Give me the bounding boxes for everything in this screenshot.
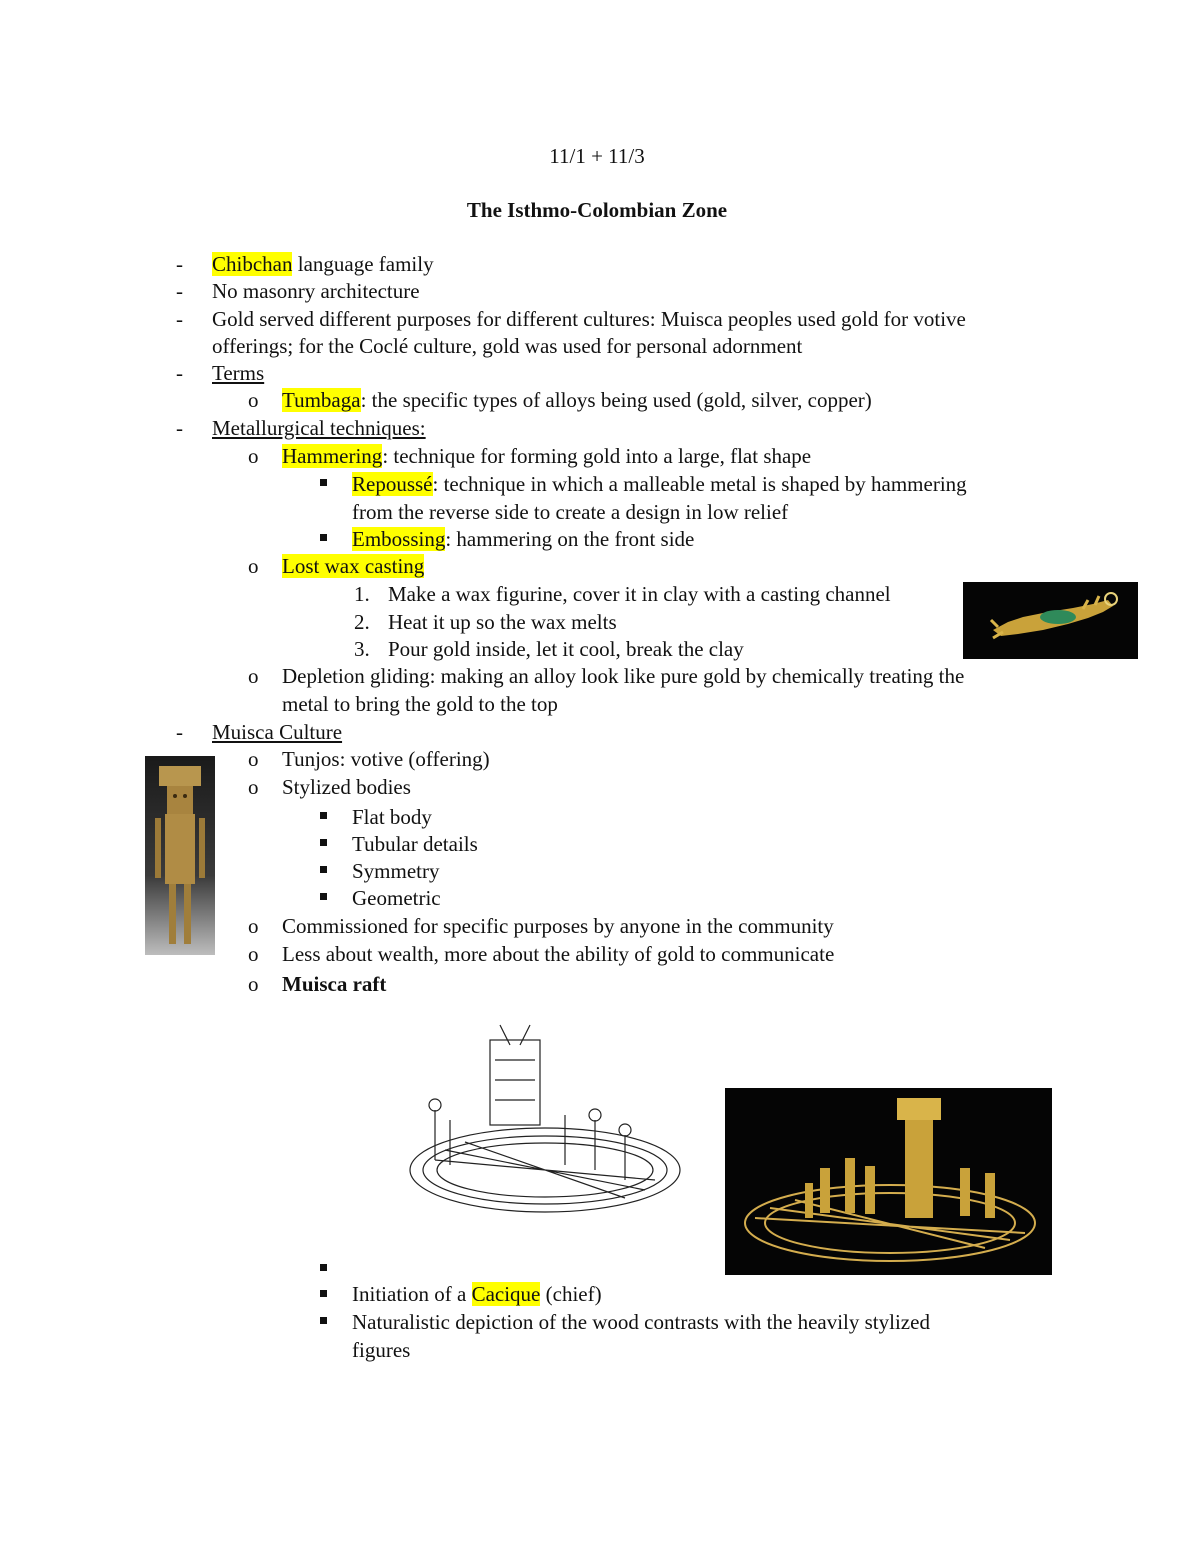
step-text: Heat it up so the wax melts [388, 610, 617, 634]
bullet-naturalistic-line2: figures [352, 1338, 411, 1362]
circle-marker: o [248, 775, 259, 799]
bullet-masonry: No masonry architecture [212, 279, 420, 303]
bullet-stylized: Stylized bodies [282, 775, 411, 799]
bullet-depletion-line2: metal to bring the gold to the top [282, 692, 558, 716]
square-bullet [320, 812, 327, 819]
dash-marker: - [176, 416, 183, 440]
bullet-hammering [282, 443, 811, 470]
square-bullet [320, 893, 327, 900]
step-number: 3. [354, 637, 370, 661]
date-heading: 11/1 + 11/3 [549, 144, 645, 168]
term-cacique: Cacique [471, 1282, 541, 1306]
heading-metallurgical: Metallurgical techniques: [212, 416, 426, 440]
bullet-text: Initiation of a [352, 1282, 472, 1306]
bullet-repousse-line2: from the reverse side to create a design in low relief [352, 500, 789, 524]
stylized-item: Flat body [352, 805, 432, 829]
bullet-text: : technique for forming gold into a large, flat shape [382, 444, 812, 468]
tunjo-figure-image [145, 756, 215, 955]
step-text: Pour gold inside, let it cool, break the clay [388, 637, 744, 661]
heading-muisca: Muisca Culture [212, 720, 343, 744]
bullet-less-wealth: Less about wealth, more about the ability of gold to communicate [282, 942, 835, 966]
stylized-item: Geometric [352, 886, 441, 910]
circle-marker: o [248, 388, 259, 412]
bullet-text: (chief) [540, 1282, 602, 1306]
dash-marker: - [176, 279, 183, 303]
circle-marker: o [248, 747, 259, 771]
bullet-repousse [352, 471, 967, 498]
circle-marker: o [248, 554, 259, 578]
square-bullet [320, 839, 327, 846]
bullet-gold-line1: Gold served different purposes for different cultures: Muisca peoples used gold for votive [212, 307, 966, 331]
dash-marker: - [176, 361, 183, 385]
circle-marker: o [248, 664, 259, 688]
term-embossing: Embossing [352, 527, 446, 551]
square-bullet [320, 534, 327, 541]
square-bullet [320, 1264, 327, 1271]
gold-pendant-image [963, 582, 1138, 659]
circle-marker: o [248, 942, 259, 966]
term-hammering: Hammering [282, 444, 383, 468]
step-number: 2. [354, 610, 370, 634]
bullet-muisca-raft: Muisca raft [282, 972, 387, 996]
dash-marker: - [176, 720, 183, 744]
circle-marker: o [248, 972, 259, 996]
bullet-embossing [352, 526, 694, 553]
bullet-text: : hammering on the front side [445, 527, 695, 551]
step-text: Make a wax figurine, cover it in clay with a casting channel [388, 582, 891, 606]
bullet-naturalistic-line1: Naturalistic depiction of the wood contrasts with the heavily stylized [352, 1310, 930, 1334]
square-bullet [320, 1317, 327, 1324]
bullet-gold-line2: offerings; for the Coclé culture, gold was used for personal adornment [212, 334, 803, 358]
heading-terms: Terms [212, 361, 265, 385]
raft-line-drawing [395, 1020, 683, 1225]
stylized-item: Symmetry [352, 859, 440, 883]
gold-raft-photo [725, 1088, 1052, 1275]
step-number: 1. [354, 582, 370, 606]
term-chibchan: Chibchan [212, 252, 293, 276]
dash-marker: - [176, 252, 183, 276]
square-bullet [320, 1290, 327, 1297]
bullet-chibchan [212, 251, 434, 278]
square-bullet [320, 866, 327, 873]
bullet-initiation [352, 1281, 602, 1308]
square-bullet [320, 479, 327, 486]
page-title: The Isthmo-Colombian Zone [466, 198, 728, 222]
bullet-text: : technique in which a malleable metal is shaped by hammering [432, 472, 967, 496]
circle-marker: o [248, 914, 259, 938]
term-tumbaga: Tumbaga [282, 388, 361, 412]
bullet-text: : the specific types of alloys being used (gold, silver, copper) [360, 388, 872, 412]
stylized-item: Tubular details [352, 832, 478, 856]
bullet-lost-wax [282, 553, 424, 580]
circle-marker: o [248, 444, 259, 468]
bullet-commissioned: Commissioned for specific purposes by anyone in the community [282, 914, 834, 938]
bullet-depletion-line1: Depletion gliding: making an alloy look like pure gold by chemically treating the [282, 664, 965, 688]
term-lost-wax: Lost wax casting [282, 554, 425, 578]
dash-marker: - [176, 307, 183, 331]
bullet-tumbaga [282, 387, 872, 414]
term-repousse: Repoussé [352, 472, 433, 496]
bullet-tunjos: Tunjos: votive (offering) [282, 747, 490, 771]
bullet-text: language family [292, 252, 434, 276]
